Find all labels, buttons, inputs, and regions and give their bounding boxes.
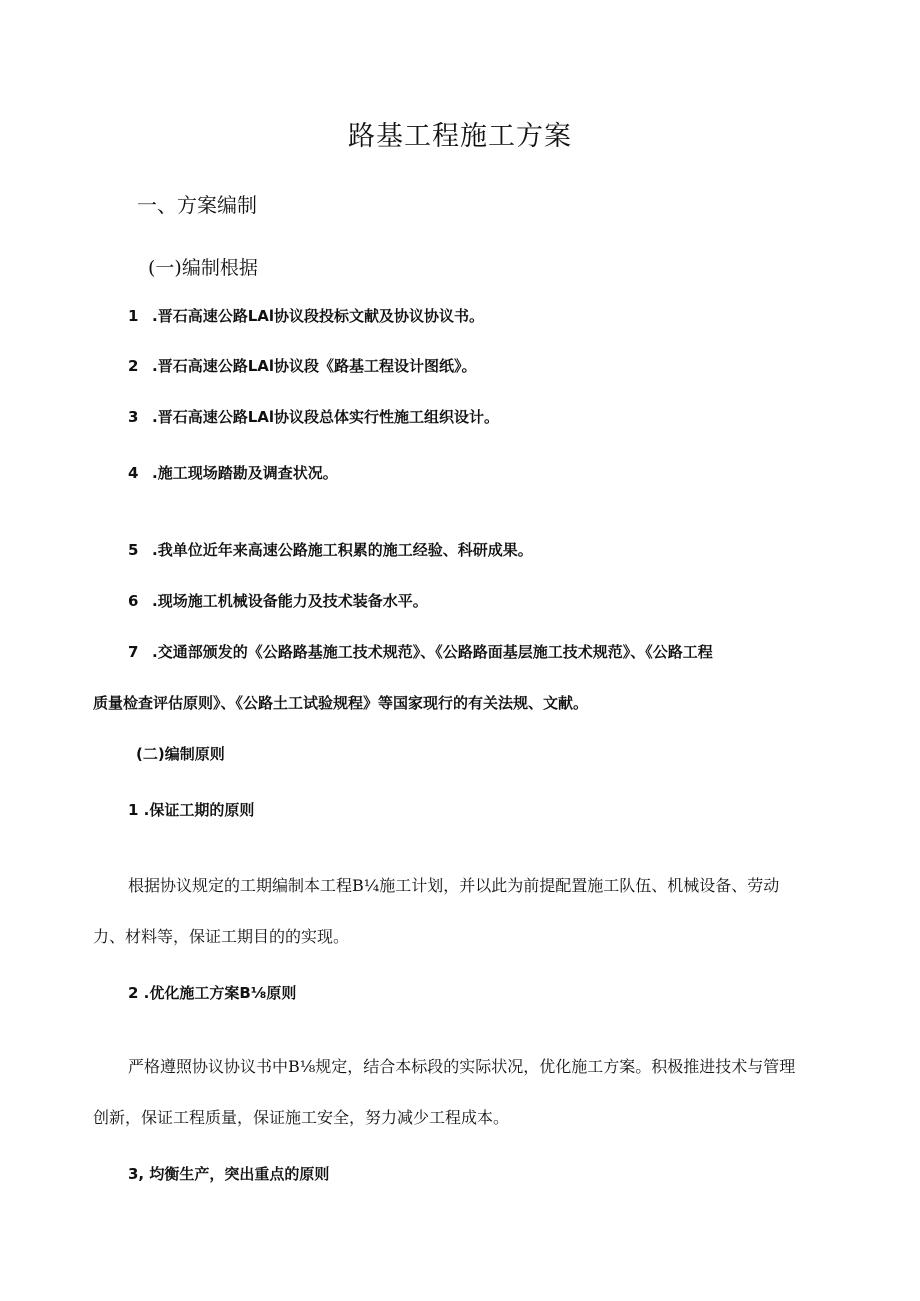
basis-item-number: 6 [128,592,139,610]
document-title: 路基工程施工方案 [348,121,572,152]
basis-item-text: .晋石高速公路LAl协议段《路基工程设计图纸》。 [152,357,477,375]
basis-item-number: 7 [128,643,139,661]
basis-item-number: 5 [128,541,139,559]
principle-2-body-line-1: 严格遵照协议协议书中B⅛规定，结合本标段的实际状况，优化施工方案。积极推进技术与管理 [128,1057,796,1076]
basis-item-text: .交通部颁发的《公路路基施工技术规范》、《公路路面基层施工技术规范》、《公路工程 [152,643,713,661]
basis-item-5 [128,543,533,558]
principle-1-body-line-1: 根据协议规定的工期编制本工程B¼施工计划，并以此为前提配置施工队伍、机械设备、劳动 [128,876,780,895]
basis-item-text: .晋石高速公路LAl协议段投标文献及协议协议书。 [152,307,485,325]
principle-1-heading: 1 .保证工期的原则 [128,801,255,819]
basis-item-3 [128,410,499,425]
basis-item-7 [128,645,713,660]
basis-item-number: 4 [128,464,139,482]
basis-item-text: .我单位近年来高速公路施工积累的施工经验、科研成果。 [152,541,533,559]
basis-item-text: .施工现场踏勘及调查状况。 [152,464,338,482]
basis-item-6 [128,594,428,609]
basis-item-text: .现场施工机械设备能力及技术装备水平。 [152,592,428,610]
basis-item-1 [128,309,484,324]
principle-1-body-line-2: 力、材料等，保证工期目的的实现。 [93,927,350,946]
subsection-heading-basis: (一)编制根据 [148,257,258,279]
basis-item-4 [128,466,338,481]
principle-2-body-line-2: 创新，保证工程质量，保证施工安全，努力减少工程成本。 [93,1108,510,1127]
basis-item-7-continuation: 质量检查评估原则》、《公路土工试验规程》等国家现行的有关法规、文献。 [93,694,589,712]
section-heading-plan: 一、方案编制 [137,193,257,217]
subsection-heading-principles: (二)编制原则 [136,745,225,763]
basis-item-number: 1 [128,307,139,325]
principle-2-heading: 2 .优化施工方案B⅛原则 [128,984,297,1002]
basis-item-number: 3 [128,408,139,426]
basis-item-number: 2 [128,357,139,375]
basis-item-text: .晋石高速公路LAl协议段总体实行性施工组织设计。 [152,408,500,426]
principle-3-heading: 3, 均衡生产，突出重点的原则 [128,1165,330,1183]
basis-item-2 [128,359,477,374]
